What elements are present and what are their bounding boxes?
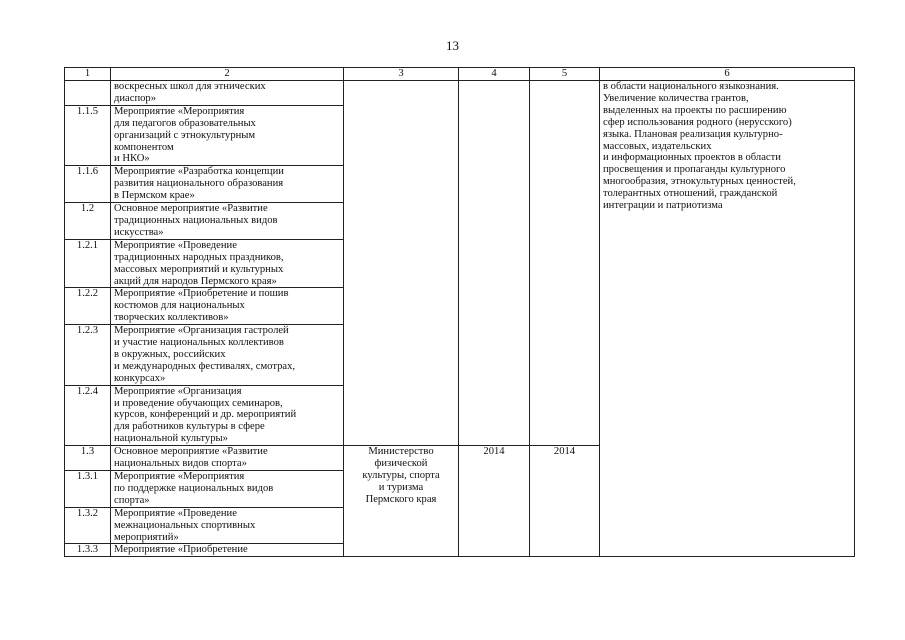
activity-text: воскресных школ для этнических диаспор» [111,81,344,106]
activity-text: Мероприятие «Разработка концепции развития национального образования в Пермском крае» [111,166,344,203]
activity-text: Мероприятие «Организация гастролей и участие национальных коллективов в окружных, российских и международных фестивалях, смотрах, конкурсах» [111,325,344,386]
header-cell-5: 5 [530,68,600,81]
activity-text: Мероприятие «Приобретение и пошив костюмов для национальных творческих коллективов» [111,288,344,325]
activity-text: Основное мероприятие «Развитие национальных видов спорта» [111,446,344,471]
row-number: 1.3 [65,446,111,471]
header-cell-1: 1 [65,68,111,81]
executor-cell-empty [344,81,459,446]
end-year-cell: 2014 [530,446,600,557]
row-number: 1.3.3 [65,544,111,557]
row-number: 1.2 [65,203,111,240]
activity-text: Мероприятие «Организация и проведение обучающих семинаров, курсов, конференций и др. мероприятий для работников культуры в сфере национальной культуры» [111,385,344,446]
row-number: 1.3.2 [65,507,111,544]
row-number: 1.1.5 [65,105,111,166]
end-year-cell-empty [530,81,600,446]
activity-text: Мероприятие «Приобретение [111,544,344,557]
executor-cell: Министерство физической культуры, спорта и туризма Пермского края [344,446,459,557]
header-cell-4: 4 [459,68,530,81]
table-row [65,81,855,106]
header-row [65,68,855,81]
row-number: 1.3.1 [65,471,111,508]
start-year-cell: 2014 [459,446,530,557]
row-number: 1.2.2 [65,288,111,325]
header-cell-6: 6 [600,68,855,81]
start-year-cell-empty [459,81,530,446]
row-number: 1.2.3 [65,325,111,386]
row-number: 1.2.1 [65,239,111,288]
row-number [65,81,111,106]
expected-result: в области национального языкознания. Увеличение количества грантов, выделенных на проекты по расширению сфер использования родного (нерусского) языка. Плановая реализация культурно- массовых, издательских и информационных проектов в области просвещения и пропаганды культурного многообразия, этнокультурных ценностей, толерантных отношений, гражданской интеграции и патриотизма [600,81,855,557]
activity-text: Мероприятие «Мероприятия по поддержке национальных видов спорта» [111,471,344,508]
header-cell-2: 2 [111,68,344,81]
program-table [64,67,855,557]
activity-text: Мероприятие «Проведение традиционных народных праздников, массовых мероприятий и культурных акций для народов Пермского края» [111,239,344,288]
activity-text: Мероприятие «Проведение межнациональных спортивных мероприятий» [111,507,344,544]
activity-text: Мероприятие «Мероприятия для педагогов образовательных организаций с этнокультурным компонентом и НКО» [111,105,344,166]
row-number: 1.1.6 [65,166,111,203]
activity-text: Основное мероприятие «Развитие традиционных национальных видов искусства» [111,203,344,240]
row-number: 1.2.4 [65,385,111,446]
header-cell-3: 3 [344,68,459,81]
page-number: 13 [446,38,459,53]
